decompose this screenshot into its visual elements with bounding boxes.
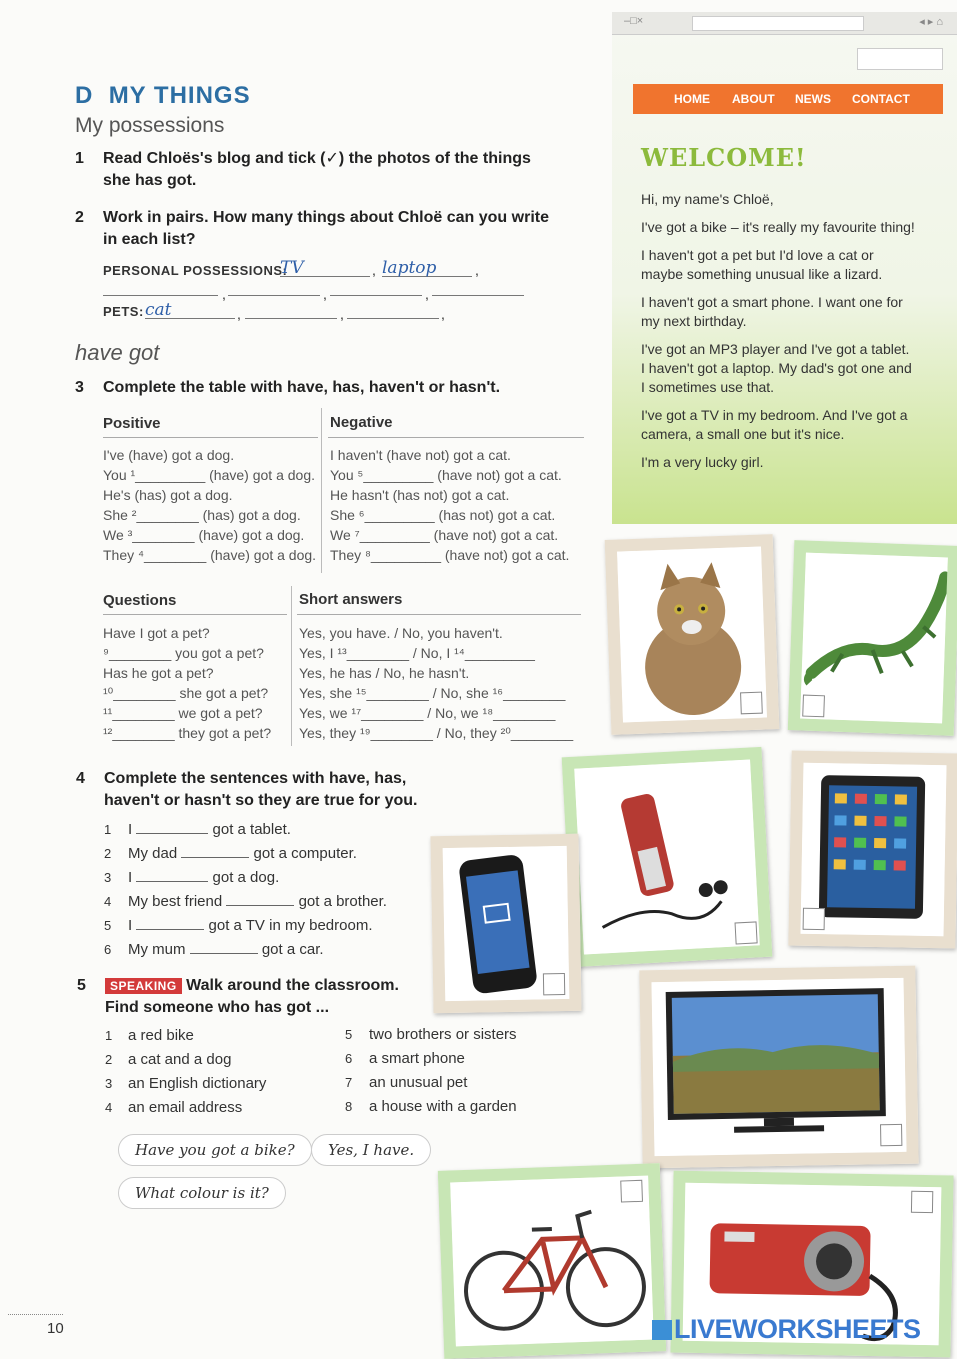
table-row: I've (have) got a dog.	[103, 447, 235, 463]
section-title: D MY THINGS	[75, 82, 251, 109]
table-rule	[297, 614, 581, 615]
questions-column	[103, 623, 289, 743]
list-item: 1 I got a tablet.	[104, 821, 291, 838]
list-item: 4 My best friend got a brother.	[104, 893, 387, 910]
table-row: Yes, we ¹⁷________ / No, we ¹⁸________	[299, 705, 556, 721]
table-row: She ⁶_________ (has not) got a cat.	[330, 507, 556, 523]
comma: ,	[237, 306, 241, 322]
table-row: ⁹________ you got a pet?	[103, 645, 264, 661]
blog-paragraph: I've got a TV in my bedroom. And I've got a camera, a small one but it's nice.	[641, 407, 908, 442]
possessions-answer-5[interactable]	[330, 295, 422, 296]
table-row: ¹¹________ we got a pet?	[103, 705, 263, 721]
table-row: They ⁸_________ (have not) got a cat.	[330, 547, 570, 563]
tablet-checkbox[interactable]	[803, 908, 825, 930]
photo-tv	[639, 966, 918, 1169]
table-row: You ⁵_________ (have not) got a cat.	[330, 467, 562, 483]
comma: ,	[222, 286, 226, 302]
table-row: We ³________ (have) got a dog.	[103, 527, 305, 543]
table-row: ¹²________ they got a pet?	[103, 725, 272, 741]
table-rule	[328, 437, 584, 438]
answer-blank[interactable]	[190, 939, 258, 954]
list-item: 6 a smart phone	[345, 1050, 465, 1067]
table-row: He hasn't (has not) got a cat.	[330, 487, 510, 503]
table-row: Has he got a pet?	[103, 665, 214, 681]
blog-paragraph: I've got a bike – it's really my favourite thing!	[641, 219, 915, 235]
logo-icon	[652, 1320, 672, 1340]
speech-bubble: Yes, I have.	[311, 1134, 431, 1166]
browser-bar	[612, 12, 957, 35]
comma: ,	[425, 286, 429, 302]
blog-welcome: WELCOME!	[641, 143, 807, 172]
comma: ,	[475, 262, 479, 278]
pets-answer-1[interactable]: cat	[145, 300, 235, 319]
negative-header: Negative	[330, 414, 393, 431]
table-row: Yes, they ¹⁹________ / No, they ²⁰________	[299, 725, 574, 741]
blog-text	[641, 190, 916, 472]
positive-header: Positive	[103, 415, 161, 432]
possessions-answer-4[interactable]	[228, 295, 320, 296]
table-row: I haven't (have not) got a cat.	[330, 447, 511, 463]
nav-about[interactable]: ABOUT	[732, 92, 775, 106]
table-row: Yes, she ¹⁵________ / No, she ¹⁶________	[299, 685, 566, 701]
list-item: 5 two brothers or sisters	[345, 1026, 517, 1043]
comma: ,	[441, 306, 445, 322]
answer-blank[interactable]	[136, 819, 208, 834]
table-row: Yes, you have. / No, you haven't.	[299, 625, 503, 641]
speech-bubble: Have you got a bike?	[118, 1134, 312, 1166]
list-item: 1 a red bike	[105, 1027, 194, 1044]
positive-column	[103, 445, 318, 565]
section-subtitle: My possessions	[75, 114, 225, 137]
task-5: 5 SPEAKING Walk around the classroom. Find someone who has got ...	[77, 977, 399, 1016]
table-row: ¹⁰________ she got a pet?	[103, 685, 269, 701]
table-rule	[103, 614, 287, 615]
table-row: Yes, he has / No, he hasn't.	[299, 665, 470, 681]
lizard-checkbox[interactable]	[802, 695, 825, 718]
photo-tablet	[788, 751, 957, 949]
address-bar[interactable]	[692, 16, 864, 31]
list-item: 6 My mum got a car.	[104, 941, 324, 958]
negative-column	[330, 445, 585, 565]
table-divider	[321, 408, 322, 573]
blog-search-input[interactable]	[857, 48, 943, 70]
list-item: 4 an email address	[105, 1099, 243, 1116]
nav-home[interactable]: HOME	[674, 92, 710, 106]
mp3-player-icon	[574, 760, 759, 955]
short-answers-header: Short answers	[299, 591, 403, 608]
table-row: We ⁷_________ (have not) got a cat.	[330, 527, 559, 543]
photo-cat	[605, 534, 780, 735]
table-row: They ⁴________ (have) got a dog.	[103, 547, 317, 563]
page-divider	[8, 1314, 63, 1315]
tv-icon	[652, 978, 907, 1156]
table-row: You ¹_________ (have) got a dog.	[103, 467, 315, 483]
list-item: 2 a cat and a dog	[105, 1051, 232, 1068]
task-3: 3 Complete the table with have, has, haven't or hasn't.	[75, 379, 501, 396]
smart-phone-checkbox[interactable]	[543, 973, 565, 995]
task-4: 4 Complete the sentences with have, has, haven't or hasn't so they are true for you.	[76, 770, 418, 809]
comma: ,	[372, 262, 376, 278]
table-rule	[103, 437, 318, 438]
list-item: 3 I got a dog.	[104, 869, 280, 886]
blog-nav	[633, 84, 943, 114]
comma: ,	[340, 306, 344, 322]
comma: ,	[323, 286, 327, 302]
answers-column	[299, 623, 584, 743]
answer-blank[interactable]	[181, 843, 249, 858]
bike-checkbox[interactable]	[620, 1180, 643, 1203]
cat-checkbox[interactable]	[740, 692, 763, 715]
watermark: LIVEWORKSHEETS	[652, 1314, 921, 1345]
answer-blank[interactable]	[136, 915, 204, 930]
pets-label: PETS:	[103, 304, 144, 319]
photo-bike	[438, 1163, 666, 1359]
nav-news[interactable]: NEWS	[795, 92, 831, 106]
list-item: 3 an English dictionary	[105, 1075, 267, 1092]
answer-blank[interactable]	[136, 867, 208, 882]
tv-checkbox[interactable]	[880, 1124, 902, 1146]
window-controls-icon[interactable]: –□×	[624, 15, 644, 27]
blog-paragraph: I haven't got a pet but I'd love a cat or maybe something unusual like a lizard.	[641, 247, 883, 282]
blog-paragraph: I'm a very lucky girl.	[641, 454, 764, 470]
possessions-answer-1[interactable]: TV	[280, 258, 370, 277]
list-item: 7 an unusual pet	[345, 1074, 468, 1091]
speaking-badge: SPEAKING	[105, 978, 182, 994]
possessions-label: PERSONAL POSSESSIONS:	[103, 263, 288, 278]
table-row: Yes, I ¹³________ / No, I ¹⁴_________	[299, 645, 535, 661]
pets-answer-3[interactable]	[347, 318, 439, 319]
task-2: 2 Work in pairs. How many things about Chloë can you write in each list?	[75, 209, 549, 248]
list-item: 8 a house with a garden	[345, 1098, 517, 1115]
possessions-answer-6[interactable]	[432, 295, 524, 296]
task-4-list	[104, 818, 424, 962]
nav-arrows-icon[interactable]: ◂ ▸ ⌂	[919, 16, 943, 28]
blog-paragraph: Hi, my name's Chloë,	[641, 191, 774, 207]
task-5-list-right	[345, 1023, 555, 1119]
task-1: 1 Read Chloës's blog and tick (✓) the photos of the things she has got.	[75, 150, 531, 189]
list-item: 2 My dad got a computer.	[104, 845, 357, 862]
answer-blank[interactable]	[226, 891, 294, 906]
table-divider	[291, 586, 292, 746]
mp3-player-checkbox[interactable]	[735, 921, 758, 944]
photo-mp3-player	[562, 747, 773, 967]
blog-paragraph: I've got an MP3 player and I've got a tablet. I haven't got a laptop. My dad's got one and I sometimes use that.	[641, 341, 912, 395]
task-5-list-left	[105, 1024, 335, 1120]
speech-bubble: What colour is it?	[118, 1177, 286, 1209]
blog-paragraph: I haven't got a smart phone. I want one for my next birthday.	[641, 294, 903, 329]
questions-header: Questions	[103, 592, 177, 609]
photo-smart-phone	[430, 834, 581, 1014]
possessions-answer-2[interactable]: laptop	[382, 258, 472, 277]
list-item: 5 I got a TV in my bedroom.	[104, 917, 373, 934]
nav-contact[interactable]: CONTACT	[852, 92, 910, 106]
table-row: She ²________ (has) got a dog.	[103, 507, 301, 523]
have-got-heading: have got	[75, 340, 160, 365]
pets-answer-2[interactable]	[245, 318, 337, 319]
page-number: 10	[47, 1320, 64, 1337]
table-row: He's (has) got a dog.	[103, 487, 233, 503]
camera-checkbox[interactable]	[911, 1191, 933, 1213]
table-row: Have I got a pet?	[103, 625, 210, 641]
possessions-answer-3[interactable]	[103, 295, 218, 296]
photo-lizard	[788, 540, 957, 736]
